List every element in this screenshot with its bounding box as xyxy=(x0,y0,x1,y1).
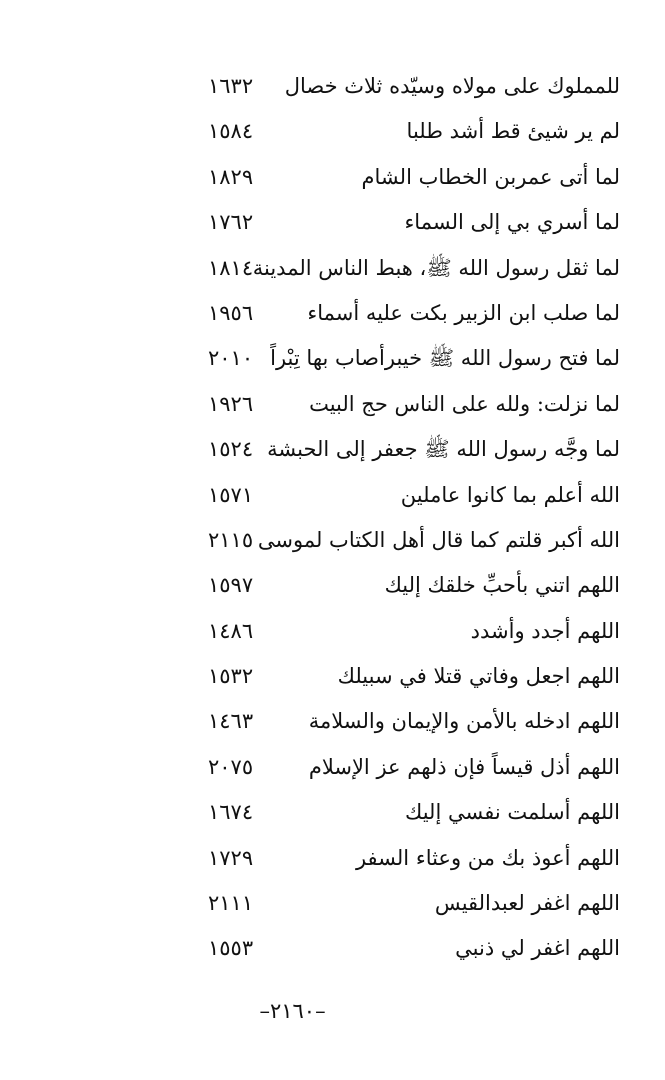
entry-text: لما وجَّه رسول الله ﷺ جعفر إلى الحبشة xyxy=(267,437,620,462)
entry-page-number: ١٨٢٩ xyxy=(208,164,254,189)
entry-page-number: ١٦٧٤ xyxy=(208,800,254,825)
entry-page-number: ١٩٥٦ xyxy=(208,300,254,325)
entry-text: لما نزلت: ولله على الناس حج البيت xyxy=(309,391,620,416)
list-item xyxy=(0,199,665,244)
entry-page-number: ١٥٩٧ xyxy=(208,573,254,598)
entry-text: لما أسري بي إلى السماء xyxy=(404,210,620,235)
entry-text: لما أتى عمربن الخطاب الشام xyxy=(361,164,620,189)
list-item xyxy=(0,562,665,607)
entry-text: لما فتح رسول الله ﷺ خيبرأصاب بها تِبْراً xyxy=(270,346,620,371)
entry-page-number: ٢٠٧٥ xyxy=(208,754,254,779)
list-item xyxy=(0,108,665,153)
index-list xyxy=(0,63,665,971)
entry-page-number: ١٧٦٢ xyxy=(208,210,254,235)
entry-page-number: ١٥٥٣ xyxy=(208,936,254,961)
list-item xyxy=(0,290,665,335)
list-item xyxy=(0,925,665,970)
list-item xyxy=(0,426,665,471)
entry-text: الله أكبر قلتم كما قال أهل الكتاب لموسى xyxy=(257,527,620,552)
list-item xyxy=(0,245,665,290)
list-item xyxy=(0,608,665,653)
list-item xyxy=(0,335,665,380)
entry-page-number: ٢١١٥ xyxy=(208,527,254,552)
list-item xyxy=(0,63,665,108)
entry-page-number: ١٥٢٤ xyxy=(208,437,254,462)
list-item xyxy=(0,698,665,743)
entry-text: الله أعلم بما كانوا عاملين xyxy=(400,482,620,507)
list-item xyxy=(0,517,665,562)
entry-page-number: ١٧٢٩ xyxy=(208,845,254,870)
page-number: –٢١٦٠– xyxy=(259,999,326,1023)
entry-page-number: ١٩٢٦ xyxy=(208,391,254,416)
entry-text: اللهم أذل قيساً فإن ذلهم عز الإسلام xyxy=(308,754,620,779)
entry-page-number: ٢١١١ xyxy=(208,891,254,916)
entry-text: لما صلب ابن الزبير بكت عليه أسماء xyxy=(307,300,620,325)
list-item xyxy=(0,381,665,426)
entry-page-number: ١٦٣٢ xyxy=(208,74,254,98)
page-footer xyxy=(0,996,665,1026)
entry-text: اللهم اتني بأحبِّ خلقك إليك xyxy=(384,573,620,598)
list-item xyxy=(0,154,665,199)
list-item xyxy=(0,835,665,880)
entry-text: اللهم اغفر لعبدالقيس xyxy=(434,891,620,916)
entry-text: للمملوك على مولاه وسيّده ثلاث خصال xyxy=(284,74,620,98)
entry-page-number: ٢٠١٠ xyxy=(208,346,254,371)
entry-text: اللهم أسلمت نفسي إليك xyxy=(405,800,620,825)
entry-page-number: ١٥٧١ xyxy=(208,482,254,507)
list-item xyxy=(0,744,665,789)
list-item xyxy=(0,880,665,925)
entry-page-number: ١٤٨٦ xyxy=(208,618,254,643)
entry-page-number: ١٤٦٣ xyxy=(208,709,254,734)
list-item xyxy=(0,653,665,698)
entry-text: اللهم أجدد وأشدد xyxy=(470,618,620,643)
list-item xyxy=(0,472,665,517)
entry-text: لم ير شيئ قط أشد طلبا xyxy=(406,119,620,144)
entry-text: اللهم ادخله بالأمن والإيمان والسلامة xyxy=(308,709,620,734)
entry-page-number: ١٨١٤ xyxy=(208,255,254,280)
entry-text: لما ثقل رسول الله ﷺ، هبط الناس المدينة xyxy=(252,255,620,280)
entry-text: اللهم اغفر لي ذنبي xyxy=(455,936,620,961)
entry-page-number: ١٥٨٤ xyxy=(208,119,254,144)
entry-page-number: ١٥٣٢ xyxy=(208,664,254,689)
entry-text: اللهم أعوذ بك من وعثاء السفر xyxy=(355,845,620,870)
entry-text: اللهم اجعل وفاتي قتلا في سبيلك xyxy=(337,664,620,689)
list-item xyxy=(0,789,665,834)
